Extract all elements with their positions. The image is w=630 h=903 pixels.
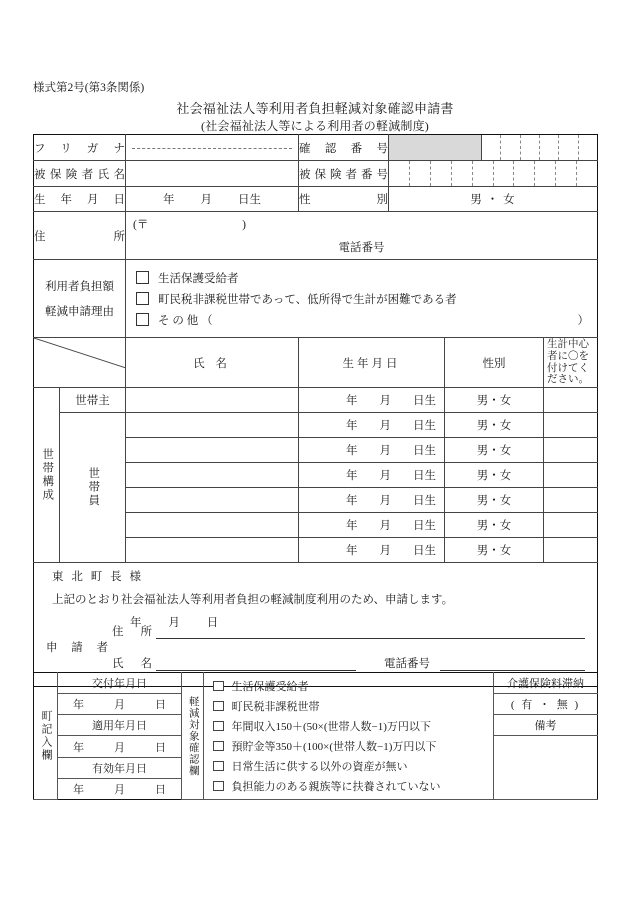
zip-mark: (〒 xyxy=(133,219,149,231)
household-member-row xyxy=(34,413,598,438)
row-year: 年 xyxy=(346,445,358,457)
reduction-confirm-label xyxy=(182,673,204,800)
insured-number-input[interactable] xyxy=(389,161,598,187)
insured-number-label: 被保険者番号 xyxy=(299,161,389,187)
member-gender[interactable]: 男・女 xyxy=(445,488,544,513)
row-day: 日生 xyxy=(413,470,436,482)
applicant-address-row xyxy=(112,623,585,639)
date-year: 年 xyxy=(73,699,84,711)
insured-number-grid xyxy=(389,161,597,186)
office-check-4[interactable] xyxy=(213,756,493,776)
valid-date-input[interactable] xyxy=(58,779,182,800)
row-day: 日生 xyxy=(413,445,436,457)
date-day: 日 xyxy=(155,741,166,754)
household-col-note xyxy=(544,338,598,388)
apply-date-label: 適用年月日 xyxy=(58,715,182,736)
submission-statement: 上記のとおり社会福祉法人等利用者負担の軽減制度利用のため、申請します。 xyxy=(52,594,454,606)
office-check-3[interactable] xyxy=(213,736,493,756)
birthdate-ymd xyxy=(126,191,298,207)
zip-field[interactable] xyxy=(133,216,246,232)
row-year: 年 xyxy=(346,545,358,557)
row-day: 日生 xyxy=(413,545,436,557)
submission-row xyxy=(34,563,598,687)
reason-label-line1: 利用者負担額 xyxy=(45,281,114,293)
member-birthdate-input[interactable] xyxy=(299,488,445,513)
row-month: 月 xyxy=(379,445,391,457)
date-month: 月 xyxy=(114,784,125,796)
submission-date-month: 月 xyxy=(168,617,180,629)
member-birthdate-input[interactable] xyxy=(299,538,445,563)
office-check-label: 日常生活に供する以外の資産が無い xyxy=(231,761,408,773)
diagonal-line-icon xyxy=(34,338,126,368)
office-check-0[interactable] xyxy=(213,676,493,696)
member-gender[interactable]: 男・女 xyxy=(445,538,544,563)
date-month: 月 xyxy=(114,699,125,711)
date-year: 年 xyxy=(73,784,84,796)
member-birthdate-input[interactable] xyxy=(299,438,445,463)
checkbox-icon[interactable] xyxy=(136,271,149,284)
office-check-label: 負担能力のある親族等に扶養されていない xyxy=(231,781,441,793)
furigana-row xyxy=(34,135,598,161)
household-member-label xyxy=(60,413,126,563)
date-year: 年 xyxy=(73,741,84,754)
confirm-number-grid xyxy=(389,135,597,160)
applicant-phone-label: 電話番号 xyxy=(384,658,430,670)
form-subtitle: (社会福祉法人等による利用者の軽減制度) xyxy=(201,119,429,133)
row-month: 月 xyxy=(379,420,391,432)
reason-option-1[interactable] xyxy=(136,288,589,309)
office-check-label: 年間収入150＋(50×(世帯人数−1)万円以下 xyxy=(231,721,431,733)
insured-name-input[interactable] xyxy=(126,161,299,187)
member-name-input[interactable] xyxy=(126,413,299,438)
address-phone-label: 電話番号 xyxy=(338,242,385,254)
member-name-input[interactable] xyxy=(126,463,299,488)
member-birthdate-input[interactable] xyxy=(299,513,445,538)
member-gender[interactable]: 男・女 xyxy=(445,513,544,538)
applicant-name-row xyxy=(112,655,585,671)
reason-option-label: 町民税非課税世帯であって、低所得で生計が困難である者 xyxy=(158,293,457,306)
row-month: 月 xyxy=(379,520,391,532)
address-row xyxy=(34,212,598,260)
confirm-number-label: 確認番号 xyxy=(299,135,389,161)
applicant-name-input[interactable] xyxy=(156,656,356,671)
applicant-address-label: 住所 xyxy=(112,626,152,638)
furigana-guideline xyxy=(132,148,292,149)
household-corner-cell xyxy=(34,338,126,388)
form-number: 様式第2号(第3条関係) xyxy=(33,82,145,94)
row-year: 年 xyxy=(346,420,358,432)
household-section-label xyxy=(34,388,60,563)
household-section-label-text: 世帯構成 xyxy=(41,448,54,502)
member-birthdate-input[interactable] xyxy=(299,463,445,488)
birthdate-input[interactable] xyxy=(126,187,299,212)
applicant-phone-input[interactable] xyxy=(440,656,585,671)
office-check-label: 預貯金等350＋(100×(世帯人数−1)万円以下 xyxy=(231,741,437,753)
member-note-input[interactable] xyxy=(544,438,598,463)
row-day: 日生 xyxy=(413,420,436,432)
date-day: 日 xyxy=(155,784,166,796)
birthdate-label: 生年月日 xyxy=(34,187,126,212)
birthdate-gender-row xyxy=(34,187,598,212)
furigana-label: フリガナ xyxy=(34,135,126,161)
office-check-2[interactable] xyxy=(213,716,493,736)
birthdate-month: 月 xyxy=(200,194,212,206)
date-day: 日 xyxy=(155,699,166,711)
checkbox-icon[interactable] xyxy=(213,741,224,752)
checkbox-icon[interactable] xyxy=(213,701,224,712)
member-note-input[interactable] xyxy=(544,413,598,438)
gender-options[interactable]: 男 ・ 女 xyxy=(389,187,598,212)
office-use-table xyxy=(33,672,598,800)
form-title: 社会福祉法人等利用者負担軽減対象確認申請書 xyxy=(176,101,454,116)
arrears-label: 介護保険料滞納 xyxy=(494,673,598,694)
row-year: 年 xyxy=(346,470,358,482)
row-month: 月 xyxy=(379,395,391,407)
office-section-label-text: 町記入欄 xyxy=(40,710,52,762)
reason-option-label: 生活保護受給者 xyxy=(158,272,239,285)
remarks-input[interactable] xyxy=(494,736,598,800)
office-check-1[interactable] xyxy=(213,696,493,716)
row-month: 月 xyxy=(379,545,391,557)
office-row-0 xyxy=(34,673,598,694)
arrears-options[interactable]: ( 有 ・ 無 ) xyxy=(494,694,598,715)
member-gender[interactable]: 男・女 xyxy=(445,463,544,488)
office-section-label xyxy=(34,673,58,800)
addressee: 東 北 町 長 様 xyxy=(52,571,144,583)
reason-options xyxy=(126,260,598,338)
row-year: 年 xyxy=(346,395,358,407)
remarks-label: 備考 xyxy=(494,715,598,736)
member-note-input[interactable] xyxy=(544,463,598,488)
member-gender[interactable]: 男・女 xyxy=(445,413,544,438)
row-month: 月 xyxy=(379,495,391,507)
row-month: 月 xyxy=(379,470,391,482)
date-month: 月 xyxy=(114,741,125,754)
applicant-name-label: 氏名 xyxy=(112,658,152,670)
member-gender[interactable]: 男・女 xyxy=(445,438,544,463)
office-check-label: 町民税非課税世帯 xyxy=(231,701,320,713)
member-note-input[interactable] xyxy=(544,513,598,538)
member-name-input[interactable] xyxy=(126,538,299,563)
household-col-name: 氏 名 xyxy=(126,338,299,388)
issue-date-label: 交付年月日 xyxy=(58,673,182,694)
reason-other-close: ） xyxy=(577,314,590,327)
reason-option-0[interactable] xyxy=(136,267,589,288)
office-check-list xyxy=(204,673,494,800)
office-check-label: 生活保護受給者 xyxy=(231,681,309,693)
member-name-input[interactable] xyxy=(126,488,299,513)
apply-date-input[interactable] xyxy=(58,736,182,758)
household-head-gender[interactable]: 男・女 xyxy=(445,388,544,413)
household-head-name-input[interactable] xyxy=(126,388,299,413)
checkbox-icon[interactable] xyxy=(136,292,149,305)
birthdate-year: 年 xyxy=(163,194,175,206)
member-name-input[interactable] xyxy=(126,513,299,538)
checkbox-icon[interactable] xyxy=(213,781,224,792)
member-note-input[interactable] xyxy=(544,488,598,513)
birthdate-day: 日生 xyxy=(238,194,261,206)
household-col-birthdate: 生年月日 xyxy=(299,338,445,388)
reason-row xyxy=(34,260,598,338)
address-input[interactable] xyxy=(126,212,598,260)
main-form-table xyxy=(33,134,598,687)
reason-label-line2: 軽減申請理由 xyxy=(45,306,114,318)
applicant-address-input[interactable] xyxy=(156,624,585,639)
reason-other-label: そ の 他 （ xyxy=(158,314,213,327)
issue-date-input[interactable] xyxy=(58,694,182,715)
member-name-input[interactable] xyxy=(126,438,299,463)
row-day: 日生 xyxy=(413,495,436,507)
row-year: 年 xyxy=(346,520,358,532)
checkbox-icon[interactable] xyxy=(213,681,224,692)
submission-block xyxy=(34,563,598,687)
household-member-label-text: 世帯員 xyxy=(87,467,100,508)
zip-close: ) xyxy=(242,219,246,231)
household-header-row xyxy=(34,338,598,388)
address-label: 住所 xyxy=(34,212,126,260)
household-head-row xyxy=(34,388,598,413)
household-col-note-text: 生計中心者に〇を付けてください。 xyxy=(547,339,589,386)
row-day: 日生 xyxy=(413,520,436,532)
furigana-input[interactable] xyxy=(126,135,299,161)
member-birthdate-input[interactable] xyxy=(299,413,445,438)
gender-label: 性別 xyxy=(299,187,389,212)
confirm-number-input[interactable] xyxy=(389,135,598,161)
reason-label xyxy=(34,260,126,338)
household-head-label: 世帯主 xyxy=(60,388,126,413)
reason-option-other[interactable] xyxy=(136,309,589,330)
row-year: 年 xyxy=(346,495,358,507)
household-col-gender: 性別 xyxy=(445,338,544,388)
insured-name-label: 被保険者氏名 xyxy=(34,161,126,187)
checkbox-icon[interactable] xyxy=(213,761,224,772)
office-check-5[interactable] xyxy=(213,776,493,796)
household-head-note-input[interactable] xyxy=(544,388,598,413)
checkbox-icon[interactable] xyxy=(213,721,224,732)
checkbox-icon[interactable] xyxy=(136,313,149,326)
submission-date-day: 日 xyxy=(206,617,219,629)
valid-date-label: 有効年月日 xyxy=(58,758,182,779)
reduction-confirm-label-text: 軽減対象確認欄 xyxy=(187,695,199,777)
row-day: 日生 xyxy=(413,395,436,407)
submission-date-year: 年 xyxy=(130,617,142,629)
household-head-birthdate-input[interactable] xyxy=(299,388,445,413)
insured-name-row xyxy=(34,161,598,187)
applicant-label: 申請者 xyxy=(46,642,108,654)
member-note-input[interactable] xyxy=(544,538,598,563)
